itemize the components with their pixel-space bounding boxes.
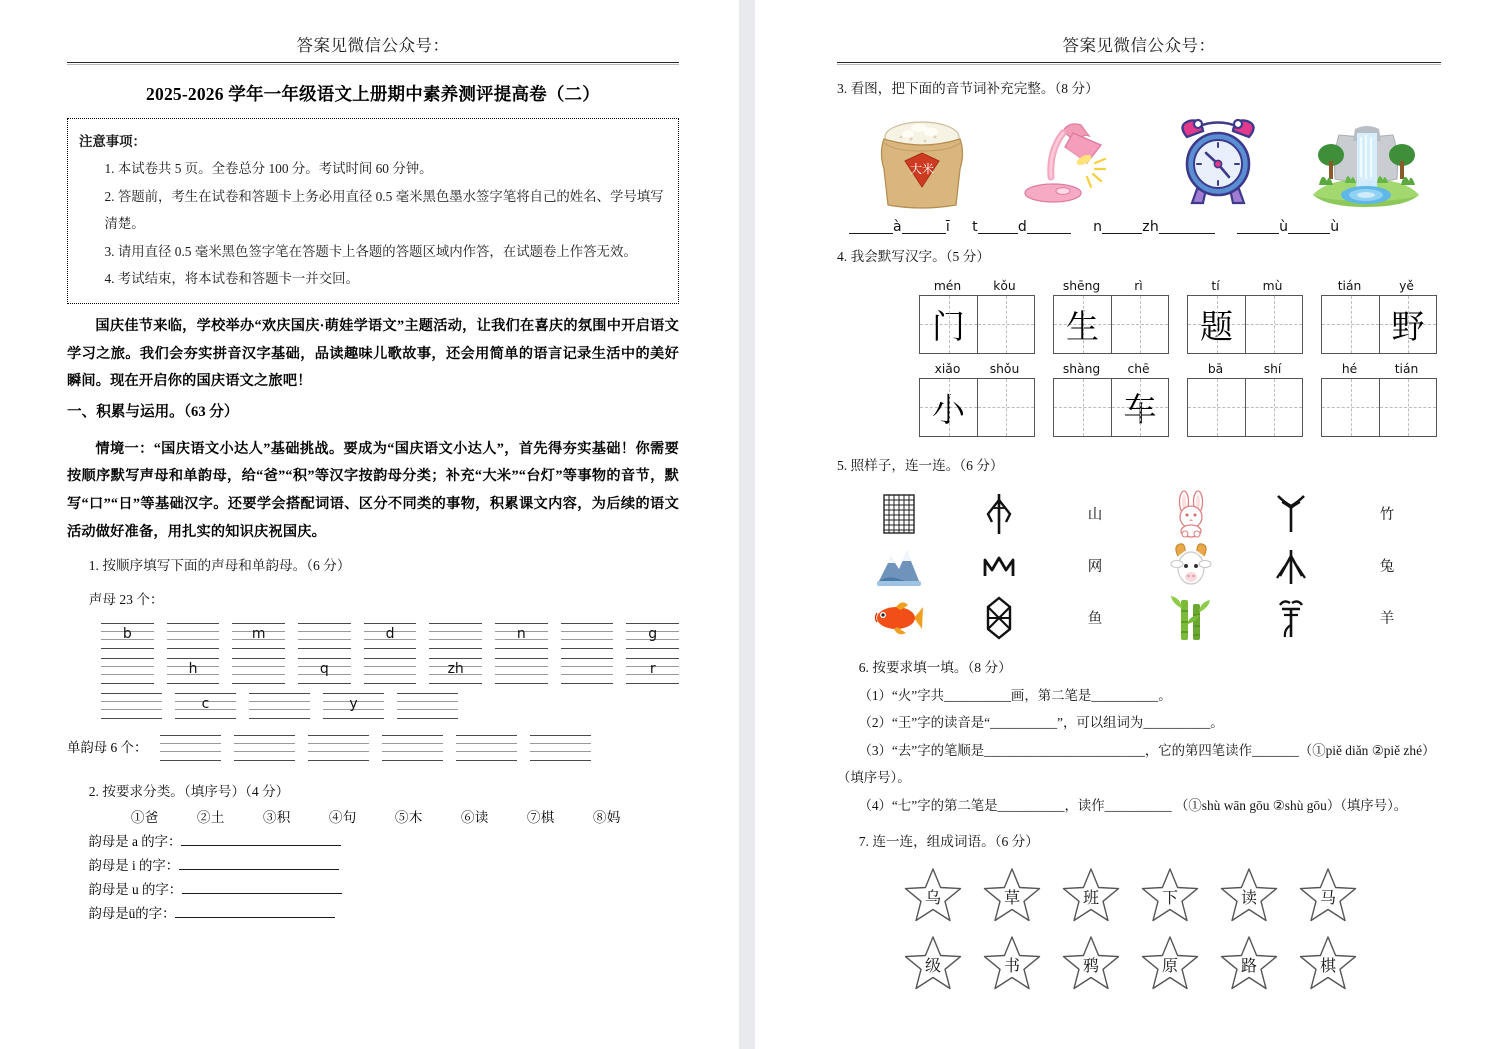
q5-word-1: 山 bbox=[1087, 507, 1103, 524]
word-star[interactable]: 棋 bbox=[1298, 934, 1358, 992]
tianzige-cell-filled[interactable]: 野 bbox=[1379, 296, 1436, 353]
pinyin-cell-blank[interactable] bbox=[429, 623, 482, 649]
mountain-image bbox=[849, 545, 949, 587]
word-star[interactable]: 乌 bbox=[903, 866, 963, 924]
situation-paragraph: 情境一：“国庆语文小达人”基础挑战。要成为“国庆语文小达人”，首先得夯实基础！你需要按顺序默写声母和单韵母，给“爸”“积”等汉字按韵母分类；补充“大米”“台灯”等事物的音节，默写“口”“日”等基础汉字。还要学会搭配词语、区分不同类的事物，积累课文内容，为后续的语文活动做好准备，用扎实的知识庆祝国庆。 bbox=[67, 440, 679, 540]
word-star[interactable]: 级 bbox=[903, 934, 963, 992]
tianzige-cell-blank[interactable] bbox=[1054, 379, 1111, 436]
tianzige-pinyin: tián bbox=[1394, 361, 1419, 376]
tianzige-pinyin: rì bbox=[1134, 278, 1143, 293]
net-image bbox=[849, 493, 949, 535]
notice-item-4: 4. 考试结束，将本试卷和答题卡一并交回。 bbox=[104, 271, 359, 287]
yunmu-cell-blank[interactable] bbox=[530, 735, 591, 761]
q2-option: ④句 bbox=[328, 810, 357, 826]
tianzige-cell-blank[interactable] bbox=[1245, 379, 1302, 436]
tianzige-cell-filled[interactable]: 门 bbox=[920, 296, 977, 353]
pinyin-cell-blank[interactable] bbox=[232, 658, 285, 684]
notice-box bbox=[67, 118, 679, 304]
word-star[interactable]: 书 bbox=[982, 934, 1042, 992]
oracle-glyph-yang bbox=[1241, 595, 1341, 641]
notice-item-2: 2. 答题前，考生在试卷和答题卡上务必用直径 0.5 毫米黑色墨水签字笔将自己的姓名、学号填写清楚。 bbox=[104, 188, 664, 232]
tianzige-group-1[interactable] bbox=[919, 278, 1035, 354]
q5-word2-3: 羊 bbox=[1379, 611, 1395, 628]
oracle-glyph-shan bbox=[949, 492, 1049, 536]
tianzige-cell-blank[interactable] bbox=[1245, 296, 1302, 353]
q2-answer-line-4[interactable]: 韵母是ü的字： bbox=[67, 903, 679, 922]
pinyin-cell-filled[interactable]: g bbox=[626, 623, 679, 649]
q2-prompt: 2. 按要求分类。（填序号）（4 分） bbox=[88, 784, 290, 800]
wechat-header-left: 答案见微信公众号： bbox=[296, 36, 450, 55]
oracle-glyph-zhu bbox=[1241, 492, 1341, 536]
word-star[interactable]: 原 bbox=[1140, 934, 1200, 992]
tianzige-cell-blank[interactable] bbox=[1111, 296, 1168, 353]
q5-prompt: 5. 照样子，连一连。（6 分） bbox=[837, 457, 1004, 473]
oracle-glyph-wang bbox=[949, 546, 1049, 586]
tianzige-cell-blank[interactable] bbox=[977, 379, 1034, 436]
q1-yunmu-label: 单韵母 6 个： bbox=[67, 740, 148, 756]
q3-blank-group-4[interactable]: ù ù bbox=[1237, 219, 1339, 235]
tianzige-group-3[interactable] bbox=[1187, 278, 1303, 354]
pinyin-cell-filled[interactable]: m bbox=[232, 623, 285, 649]
word-star[interactable]: 路 bbox=[1219, 934, 1279, 992]
q3-blank-group-3[interactable]: n zh bbox=[1093, 219, 1215, 235]
q5-row-3 bbox=[849, 592, 1441, 644]
notice-item-3: 3. 请用直径 0.5 毫米黑色签字笔在答题卡上各题的答题区域内作答，在试题卷上作答无效。 bbox=[104, 243, 637, 259]
q2-answer-line-1[interactable]: 韵母是 a 的字： bbox=[67, 831, 679, 850]
pinyin-cell-blank[interactable] bbox=[101, 693, 162, 719]
q4-prompt: 4. 我会默写汉字。（5 分） bbox=[837, 248, 990, 264]
q3-blank-group-1[interactable]: à ī bbox=[849, 219, 950, 235]
q1-pinyin-row-3 bbox=[67, 693, 679, 719]
tianzige-group-5[interactable] bbox=[919, 361, 1035, 437]
oracle-glyph-tu bbox=[1241, 544, 1341, 588]
q2-answer-line-2[interactable]: 韵母是 i 的字： bbox=[67, 855, 679, 874]
q3-picture-row bbox=[837, 115, 1441, 211]
tianzige-group-6[interactable] bbox=[1053, 361, 1169, 437]
tianzige-cell-blank[interactable] bbox=[1322, 296, 1379, 353]
q1-pinyin-row-2 bbox=[67, 658, 679, 684]
pinyin-cell-blank[interactable] bbox=[561, 623, 614, 649]
q7-star-row-1 bbox=[903, 866, 1441, 924]
q2-option: ②土 bbox=[196, 810, 225, 826]
goat-image bbox=[1141, 542, 1241, 590]
tianzige-pinyin: kǒu bbox=[993, 278, 1016, 293]
pinyin-cell-filled[interactable]: b bbox=[101, 623, 154, 649]
header-rule-right-2 bbox=[837, 64, 1441, 65]
pinyin-cell-filled[interactable]: h bbox=[167, 658, 220, 684]
tianzige-pinyin: yě bbox=[1399, 278, 1414, 293]
yunmu-cell-blank[interactable] bbox=[382, 735, 443, 761]
tianzige-pinyin: mù bbox=[1262, 278, 1283, 293]
pinyin-cell-blank[interactable] bbox=[167, 623, 220, 649]
tianzige-cell-filled[interactable]: 题 bbox=[1188, 296, 1245, 353]
q6-item-2[interactable]: （2）“王”字的读音是“__________”，可以组词为__________。 bbox=[858, 715, 1224, 731]
pinyin-cell-blank[interactable] bbox=[101, 658, 154, 684]
q2-options bbox=[67, 806, 679, 826]
q5-word2-1: 竹 bbox=[1379, 507, 1395, 524]
word-star[interactable]: 草 bbox=[982, 866, 1042, 924]
alarm-clock-image bbox=[1157, 115, 1279, 211]
q4-grid-row-2 bbox=[837, 361, 1441, 437]
q5-word2-2: 兔 bbox=[1379, 559, 1395, 576]
pinyin-cell-filled[interactable]: c bbox=[175, 693, 236, 719]
q1-shengmu-label: 声母 23 个： bbox=[88, 592, 164, 608]
tianzige-group-7[interactable] bbox=[1187, 361, 1303, 437]
q6-item-1[interactable]: （1）“火”字共__________画，第二笔是__________。 bbox=[858, 687, 1172, 703]
q5-word-2: 网 bbox=[1087, 559, 1103, 576]
tianzige-pinyin: shàng bbox=[1062, 361, 1101, 376]
tianzige-pinyin: shǒu bbox=[989, 361, 1020, 376]
wechat-header-right: 答案见微信公众号： bbox=[1062, 36, 1216, 55]
word-star[interactable]: 马 bbox=[1298, 866, 1358, 924]
tianzige-cell-filled[interactable]: 生 bbox=[1054, 296, 1111, 353]
fish-image bbox=[849, 601, 949, 635]
page-gutter bbox=[739, 0, 755, 1049]
pinyin-cell-blank[interactable] bbox=[495, 658, 548, 684]
pinyin-cell-filled[interactable]: y bbox=[323, 693, 384, 719]
q5-row-2 bbox=[849, 540, 1441, 592]
pinyin-cell-blank[interactable] bbox=[561, 658, 614, 684]
q2-option: ⑤木 bbox=[394, 810, 423, 826]
tianzige-cell-blank[interactable] bbox=[1379, 379, 1436, 436]
notice-title: 注意事项： bbox=[79, 134, 146, 149]
page-right bbox=[755, 0, 1499, 1049]
page-title: 2025-2026 学年一年级语文上册期中素养测评提高卷（二） bbox=[146, 84, 600, 104]
q5-word-3: 鱼 bbox=[1087, 611, 1103, 628]
q6-prompt: 6. 按要求填一填。（8 分） bbox=[858, 659, 1012, 675]
rice-sack-label: 大米 bbox=[909, 161, 935, 176]
header-rule-left-2 bbox=[67, 64, 679, 65]
tianzige-pinyin: tí bbox=[1211, 278, 1220, 293]
tianzige-pinyin: hé bbox=[1341, 361, 1358, 376]
tianzige-pinyin: bā bbox=[1207, 361, 1224, 376]
tianzige-group-2[interactable] bbox=[1053, 278, 1169, 354]
q2-option: ⑥读 bbox=[460, 810, 489, 826]
q1-prompt: 1. 按顺序填写下面的声母和单韵母。（6 分） bbox=[88, 558, 351, 574]
q4-grid-row-1 bbox=[837, 278, 1441, 354]
bamboo-image bbox=[1141, 594, 1241, 642]
word-star[interactable]: 鸦 bbox=[1061, 934, 1121, 992]
yunmu-cell-blank[interactable] bbox=[308, 735, 369, 761]
page-left bbox=[0, 0, 739, 1049]
rice-sack-image bbox=[861, 115, 983, 211]
tianzige-group-4[interactable] bbox=[1321, 278, 1437, 354]
q1-pinyin-grid bbox=[67, 623, 679, 719]
q3-blank-group-2[interactable]: t d bbox=[972, 219, 1071, 235]
tianzige-pinyin: mén bbox=[933, 278, 962, 293]
pinyin-cell-filled[interactable]: r bbox=[626, 658, 679, 684]
header-rule-right bbox=[837, 62, 1441, 63]
pinyin-cell-filled[interactable]: d bbox=[364, 623, 417, 649]
q2-answer-lines bbox=[67, 831, 679, 922]
q2-answer-line-3[interactable]: 韵母是 u 的字： bbox=[67, 879, 679, 898]
pinyin-cell-blank[interactable] bbox=[249, 693, 310, 719]
q6-item-4[interactable]: （4）“七”字的第二笔是__________，读作__________ （①shù wān gōu ②shù gōu）（填序号）。 bbox=[858, 797, 1408, 813]
q1-yunmu-row bbox=[67, 735, 679, 761]
notice-item-1: 1. 本试卷共 5 页。全卷总分 100 分。考试时间 60 分钟。 bbox=[104, 161, 433, 177]
tianzige-pinyin: chē bbox=[1127, 361, 1150, 376]
q2-option: ①爸 bbox=[130, 810, 159, 826]
section-title: 一、积累与运用。（63 分） bbox=[67, 403, 239, 420]
yunmu-cell-blank[interactable] bbox=[456, 735, 517, 761]
yunmu-cell-blank[interactable] bbox=[234, 735, 295, 761]
q6-item-3[interactable]: （3）“去”字的笔顺是________________________，它的第四笔读作_______（①piě diǎn ②piě zhé）（填序号）。 bbox=[837, 743, 1436, 786]
tianzige-cell-blank[interactable] bbox=[1322, 379, 1379, 436]
tianzige-cell-blank[interactable] bbox=[977, 296, 1034, 353]
q7-prompt: 7. 连一连，组成词语。（6 分） bbox=[858, 833, 1039, 849]
desk-lamp-image bbox=[1009, 115, 1131, 211]
pinyin-cell-blank[interactable] bbox=[397, 693, 458, 719]
tianzige-group-8[interactable] bbox=[1321, 361, 1437, 437]
q3-prompt: 3. 看图，把下面的音节词补充完整。（8 分） bbox=[837, 81, 1099, 96]
header-rule-left bbox=[67, 62, 679, 63]
tianzige-pinyin: tián bbox=[1337, 278, 1362, 293]
q2-option: ⑧妈 bbox=[592, 810, 621, 826]
q5-row-1 bbox=[849, 488, 1441, 540]
q7-star-row-2 bbox=[903, 934, 1441, 992]
tianzige-pinyin: xiǎo bbox=[934, 361, 961, 376]
tianzige-cell-filled[interactable]: 小 bbox=[920, 379, 977, 436]
q5-match-area bbox=[837, 488, 1441, 644]
intro-paragraph: 国庆佳节来临，学校举办“欢庆国庆·萌娃学语文”主题活动，让我们在喜庆的氛围中开启语文学习之旅。我们会夯实拼音汉字基础，品读趣味儿歌故事，还会用简单的语言记录生活中的美好瞬间。现在开启你的国庆语文之旅吧！ bbox=[67, 317, 679, 390]
pinyin-cell-filled[interactable]: q bbox=[298, 658, 351, 684]
tianzige-cell-blank[interactable] bbox=[1188, 379, 1245, 436]
oracle-glyph-yu bbox=[949, 595, 1049, 641]
tianzige-pinyin: shēng bbox=[1062, 278, 1101, 293]
q3-pinyin-blanks[interactable] bbox=[837, 219, 1441, 235]
word-star[interactable]: 下 bbox=[1140, 866, 1200, 924]
yunmu-cell-blank[interactable] bbox=[160, 735, 221, 761]
pinyin-cell-filled[interactable]: n bbox=[495, 623, 548, 649]
q2-option: ⑦棋 bbox=[526, 810, 555, 826]
waterfall-image bbox=[1305, 115, 1427, 211]
pinyin-cell-blank[interactable] bbox=[364, 658, 417, 684]
word-star[interactable]: 班 bbox=[1061, 866, 1121, 924]
word-star[interactable]: 读 bbox=[1219, 866, 1279, 924]
q1-pinyin-row-1 bbox=[67, 623, 679, 649]
tianzige-pinyin: shí bbox=[1263, 361, 1282, 376]
pinyin-cell-blank[interactable] bbox=[298, 623, 351, 649]
q7-star-area bbox=[837, 866, 1441, 992]
tianzige-cell-filled[interactable]: 车 bbox=[1111, 379, 1168, 436]
q2-option: ③积 bbox=[262, 810, 291, 826]
pinyin-cell-filled[interactable]: zh bbox=[429, 658, 482, 684]
rabbit-image bbox=[1141, 490, 1241, 538]
